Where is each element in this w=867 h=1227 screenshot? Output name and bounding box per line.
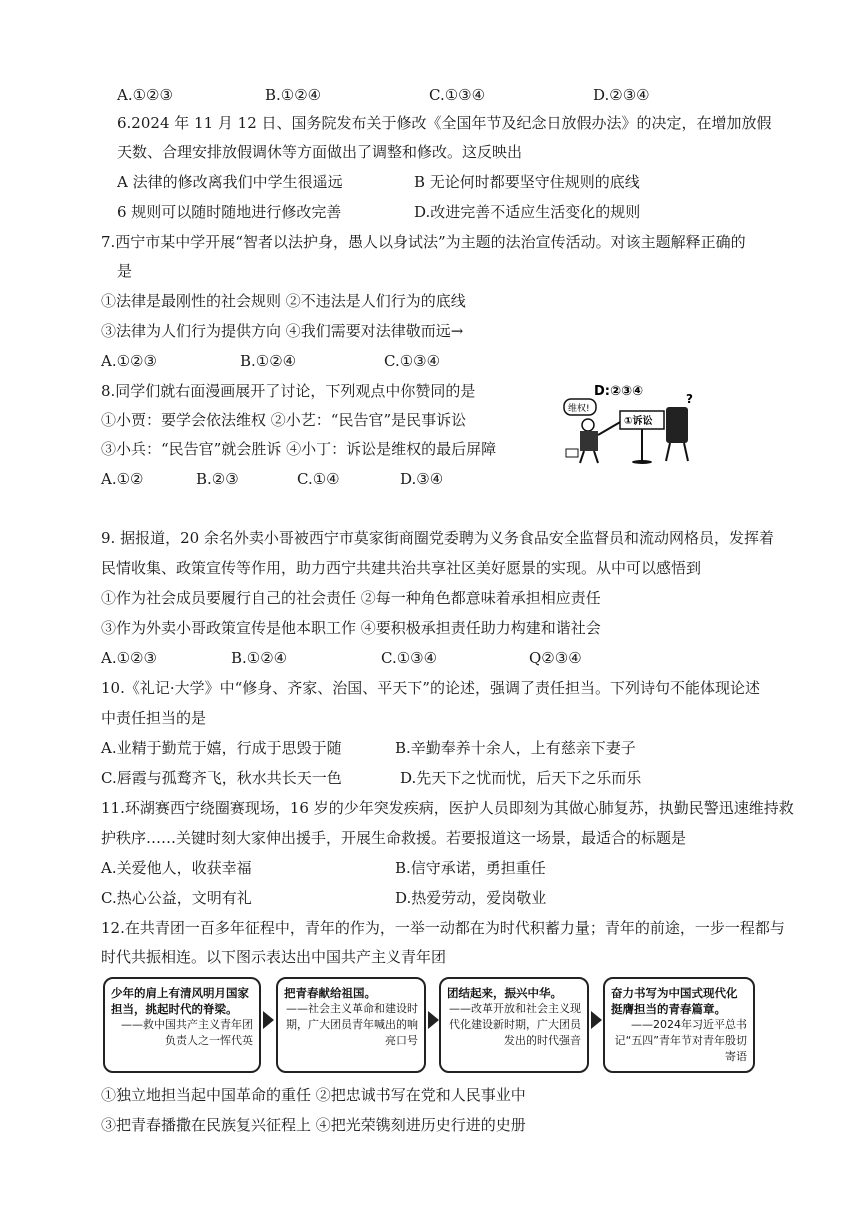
cartoon-board-text: ①诉讼 — [624, 416, 653, 427]
timeline-box-1-source: ——救中国共产主义青年团负责人之一恽代英 — [121, 1018, 253, 1047]
timeline-box-4 — [603, 977, 755, 1073]
q12-timeline-diagram — [103, 977, 755, 1077]
q5-option-b: B.①②④ — [265, 86, 322, 104]
q7-option-a: A.①②③ — [101, 352, 157, 370]
q10-option-b: B.辛勤奉养十余人，上有慈亲下妻子 — [395, 739, 636, 757]
q11-option-a: A.关爱他人，收获幸福 — [101, 859, 252, 877]
q9-item-line2: ③作为外卖小哥政策宣传是他本职工作 ④要积极承担责任助力构建和谐社会 — [101, 619, 601, 637]
q12-stem-line1: 12.在共青团一百多年征程中，青年的作为，一举一动都在为时代积蓄力量；青年的前途，一步一程都与 — [101, 919, 785, 937]
q8-option-a: A.①② — [101, 470, 144, 488]
q10-option-c: C.唇霞与孤鹜齐飞，秋水共长天一色 — [101, 769, 342, 787]
q9-stem-line1: 9. 据报道，20 余名外卖小哥被西宁市莫家街商圈党委聘为义务食品安全监督员和流动网格员，发挥着 — [101, 529, 774, 547]
q7-option-b: B.①②④ — [240, 352, 297, 370]
q5-option-c: C.①③④ — [429, 86, 486, 104]
q7-item-line2: ③法律为人们行为提供方向 ④我们需要对法律敬而远→ — [101, 322, 464, 340]
q9-item-line1: ①作为社会成员要履行自己的社会责任 ②每一种角色都意味着承担相应责任 — [101, 589, 601, 607]
q8-option-c: C.①④ — [297, 470, 340, 488]
q9-option-b: B.①②④ — [231, 649, 288, 667]
q6-option-d: D.改进完善不适应生活变化的规则 — [414, 203, 641, 221]
q7-option-c: C.①③④ — [384, 352, 441, 370]
timeline-arrow-3 — [591, 1011, 602, 1029]
q8-option-b: B.②③ — [196, 470, 239, 488]
q12-item-line2: ③把青春播撒在民族复兴征程上 ④把光荣镌刻进历史行进的史册 — [101, 1116, 526, 1134]
q6-stem-line1: 6.2024 年 11 月 12 日、国务院发布关于修改《全国年节及纪念日放假办法》的决定，在增加放假 — [117, 114, 772, 132]
cartoon-bubble-text: 维权! — [568, 404, 590, 414]
q7-item-line1: ①法律是最刚性的社会规则 ②不违法是人们行为的底线 — [101, 292, 466, 310]
timeline-arrow-2 — [428, 1011, 439, 1029]
timeline-box-4-source: ——2024年习近平总书记“五四”青年节对青年殷切寄语 — [614, 1018, 747, 1063]
q10-stem-line2: 中责任担当的是 — [101, 709, 207, 727]
q5-option-a: A.①②③ — [117, 86, 173, 104]
q9-option-c: C.①③④ — [381, 649, 438, 667]
cartoon-label-d: D:②③④ — [594, 384, 644, 399]
timeline-box-1-quote: 少年的肩上有清风明月国家担当，挑起时代的脊梁。 — [111, 986, 249, 1016]
q11-option-c: C.热心公益，文明有礼 — [101, 889, 252, 907]
timeline-box-3-quote: 团结起来，振兴中华。 — [447, 986, 562, 1000]
q8-item-line1: ①小贾：要学会依法维权 ②小艺：“民告官”是民事诉讼 — [101, 411, 467, 429]
q7-stem-line2: 是 — [117, 262, 133, 280]
q11-option-b: B.信守承诺，勇担重任 — [395, 859, 546, 877]
q9-option-a: A.①②③ — [101, 649, 157, 667]
timeline-box-2 — [276, 977, 426, 1073]
timeline-box-4-quote: 奋力书写为中国式现代化挺膺担当的青春篇章。 — [611, 986, 738, 1016]
q10-option-a: A.业精于勤荒于嬉，行成于思毁于随 — [101, 739, 342, 757]
q9-option-d: Q②③④ — [529, 649, 582, 667]
timeline-box-3-source: ——改革开放和社会主义现代化建设新时期，广大团员发出的时代强音 — [449, 1002, 581, 1047]
q12-item-line1: ①独立地担当起中国革命的重任 ②把忠诚书写在党和人民事业中 — [101, 1086, 526, 1104]
q8-option-d: D.③④ — [400, 470, 444, 488]
q5-option-d: D.②③④ — [593, 86, 650, 104]
timeline-box-2-quote: 把青春献给祖国。 — [284, 986, 376, 1000]
q6-option-a: A 法律的修改离我们中学生很遥远 — [117, 173, 343, 191]
q11-stem-line2: 护秩序……关键时刻大家伸出援手，开展生命救援。若要报道这一场景，最适合的标题是 — [101, 829, 687, 847]
q8-item-line2: ③小兵：“民告官”就会胜诉 ④小丁：诉讼是维权的最后屏障 — [101, 440, 497, 458]
q7-stem-line1: 7.西宁市某中学开展“智者以法护身，愚人以身试法”为主题的法治宣传活动。对该主题解释正确的 — [101, 233, 746, 251]
q11-stem-line1: 11.环湖赛西宁绕圈赛现场，16 岁的少年突发疾病，医护人员即刻为其做心肺复苏，执勤民警迅速维持救 — [101, 799, 794, 817]
q8-cartoon-illustration — [562, 383, 712, 465]
q9-stem-line2: 民情收集、政策宣传等作用，助力西宁共建共治共享社区美好愿景的实现。从中可以感悟到 — [101, 559, 702, 577]
q6-stem-line2: 天数、合理安排放假调休等方面做出了调整和修改。这反映出 — [117, 143, 523, 161]
q10-option-d: D.先天下之忧而忧，后天下之乐而乐 — [400, 769, 642, 787]
timeline-box-3 — [439, 977, 589, 1073]
q12-stem-line2: 时代共振相连。以下图示表达出中国共产主义青年团 — [101, 948, 447, 966]
q6-option-b: B 无论何时都要坚守住规则的底线 — [414, 173, 640, 191]
timeline-arrow-1 — [263, 1011, 274, 1029]
q8-stem: 8.同学们就右面漫画展开了讨论，下列观点中你赞同的是 — [101, 382, 476, 400]
q6-option-c: 6 规则可以随时随地进行修改完善 — [117, 203, 342, 221]
svg-text:?: ? — [686, 392, 693, 406]
timeline-box-1 — [103, 977, 261, 1073]
q11-option-d: D.热爱劳动，爱岗敬业 — [395, 889, 547, 907]
q10-stem-line1: 10.《礼记·大学》中“修身、齐家、治国、平天下”的论述，强调了责任担当。下列诗句不能体现论述 — [101, 679, 760, 697]
timeline-box-2-source: ——社会主义革命和建设时期，广大团员青年喊出的响亮口号 — [286, 1002, 418, 1047]
